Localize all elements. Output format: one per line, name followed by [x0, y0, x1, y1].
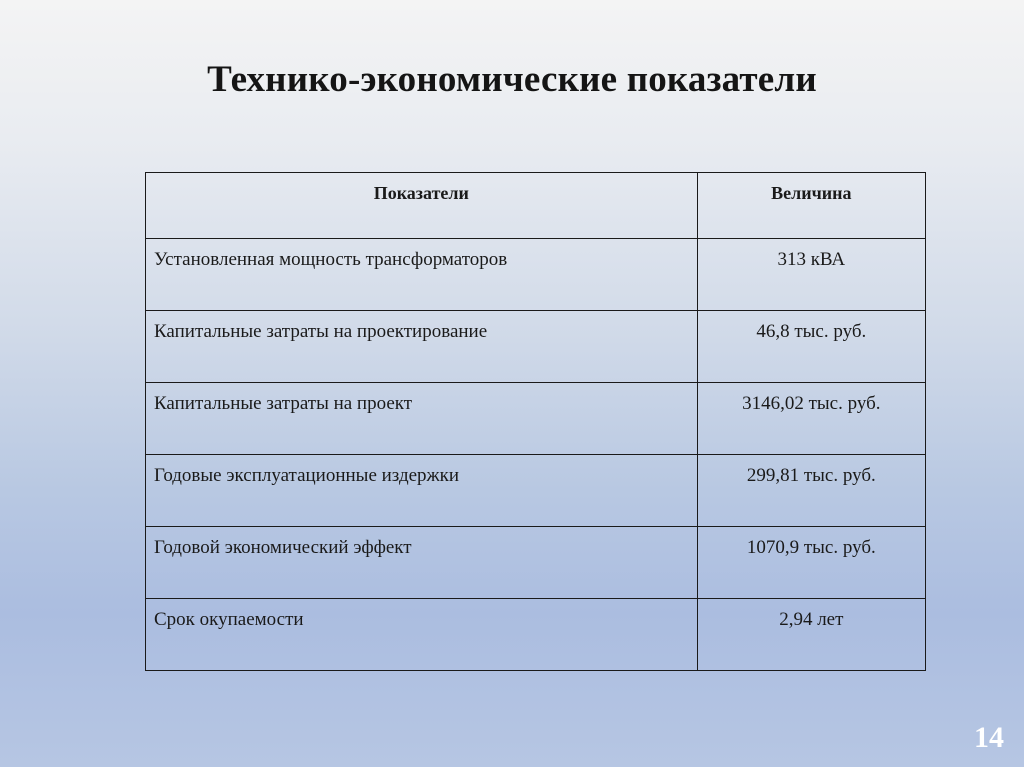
table-header-row: [146, 173, 926, 239]
indicator-cell: Капитальные затраты на проектирование: [146, 311, 698, 383]
table-row: [146, 239, 926, 311]
table-row: [146, 527, 926, 599]
value-cell: 2,94 лет: [697, 599, 925, 671]
value-cell: 299,81 тыс. руб.: [697, 455, 925, 527]
table-row: [146, 311, 926, 383]
table-row: [146, 599, 926, 671]
indicators-table: [145, 172, 926, 671]
indicator-cell: Капитальные затраты на проект: [146, 383, 698, 455]
table-row: [146, 383, 926, 455]
table-row: [146, 455, 926, 527]
value-cell: 46,8 тыс. руб.: [697, 311, 925, 383]
header-indicators: Показатели: [146, 173, 698, 239]
indicator-cell: Годовой экономический эффект: [146, 527, 698, 599]
page-number: 14: [974, 721, 1004, 754]
indicator-cell: Установленная мощность трансформаторов: [146, 239, 698, 311]
value-cell: 1070,9 тыс. руб.: [697, 527, 925, 599]
header-value: Величина: [697, 173, 925, 239]
indicator-cell: Срок окупаемости: [146, 599, 698, 671]
value-cell: 313 кВА: [697, 239, 925, 311]
slide-title: Технико-экономические показатели: [207, 59, 817, 100]
indicator-cell: Годовые эксплуатационные издержки: [146, 455, 698, 527]
value-cell: 3146,02 тыс. руб.: [697, 383, 925, 455]
